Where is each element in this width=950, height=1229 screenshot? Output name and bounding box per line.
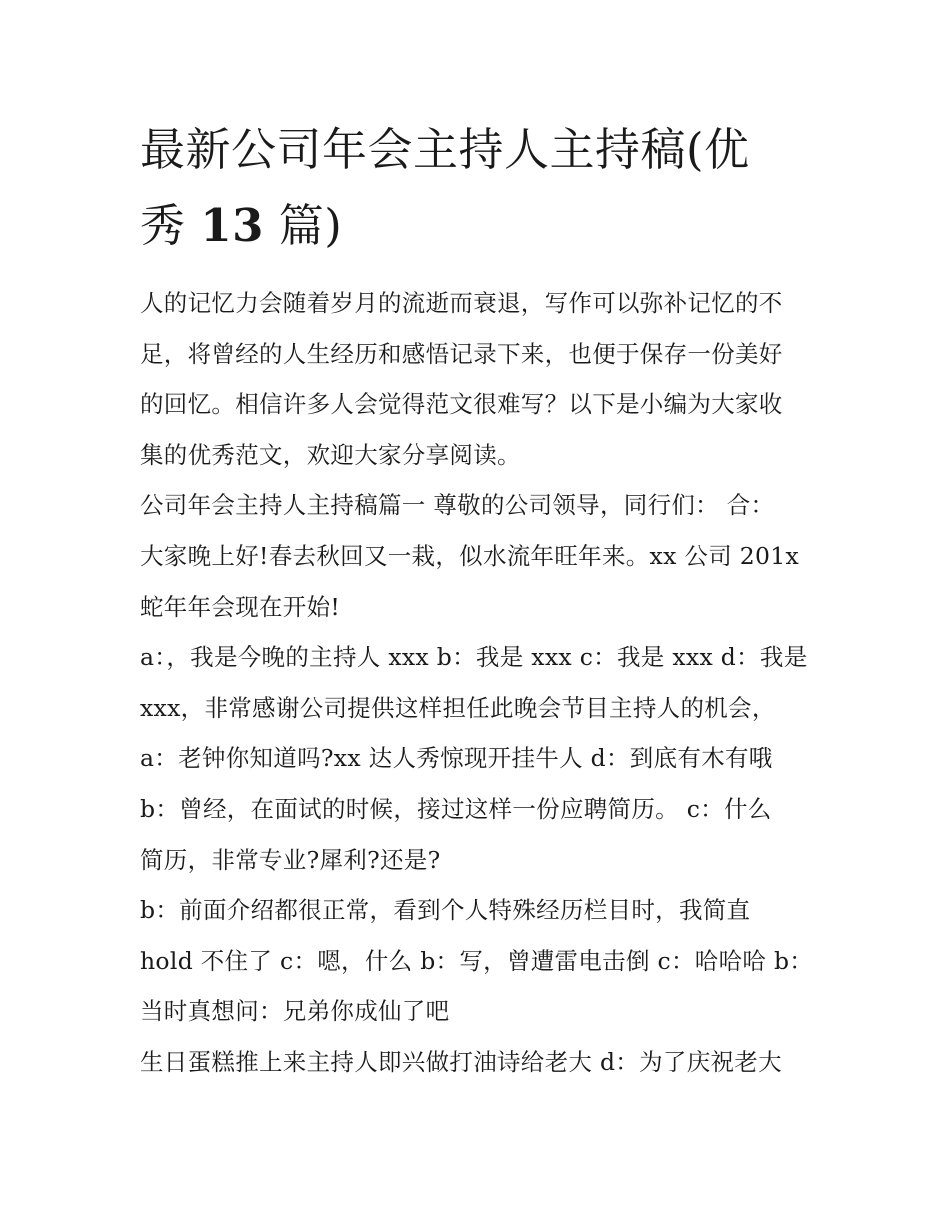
body-line: 的回忆。相信许多人会觉得范文很难写？以下是小编为大家收 — [140, 390, 783, 419]
title-line-2 — [140, 188, 812, 264]
body-line: 大家晚上好!春去秋回又一栽，似水流年旺年来。xx 公司 201x — [140, 541, 800, 570]
body-line: 蛇年年会现在开始! — [140, 592, 341, 621]
body-line: 足，将曾经的人生经历和感悟记录下来，也便于保存一份美好 — [140, 339, 783, 368]
body-line: hold 不住了 c：嗯，什么 b：写，曾遭雷电击倒 c：哈哈哈 b： — [140, 946, 814, 975]
body-line: 集的优秀范文，欢迎大家分享阅读。 — [140, 440, 521, 469]
body-line: 当时真想问：兄弟你成仙了吧 — [140, 997, 450, 1026]
body-line: a：老钟你知道吗?xx 达人秀惊现开挂牛人 d：到底有木有哦 — [140, 744, 773, 773]
body-line: b：前面介绍都很正常，看到个人特殊经历栏目时，我简直 — [140, 896, 751, 925]
body-line: a：，我是今晚的主持人 xxx b：我是 xxx c：我是 xxx d：我是 — [140, 643, 808, 672]
title-count: 13 — [200, 199, 264, 252]
title-line-1: 最新公司年会主持人主持稿(优 — [140, 123, 750, 176]
document-body — [140, 278, 812, 1088]
body-line: 简历，非常专业?犀利?还是? — [140, 845, 441, 874]
document-title — [140, 112, 812, 264]
title-line-2-prefix: 秀 — [140, 199, 186, 252]
title-line-2-suffix: 篇) — [278, 199, 343, 252]
body-line: 公司年会主持人主持稿篇一 尊敬的公司领导，同行们： 合： — [140, 491, 775, 520]
body-line: 人的记忆力会随着岁月的流逝而衰退，写作可以弥补记忆的不 — [140, 289, 783, 317]
body-line: b：曾经，在面试的时候，接过这样一份应聘简历。 c：什么 — [140, 794, 772, 823]
document-page — [140, 112, 812, 1088]
body-line: xxx，非常感谢公司提供这样担任此晚会节目主持人的机会， — [140, 693, 776, 722]
body-line: 生日蛋糕推上来主持人即兴做打油诗给老大 d：为了庆祝老大 — [140, 1047, 782, 1076]
